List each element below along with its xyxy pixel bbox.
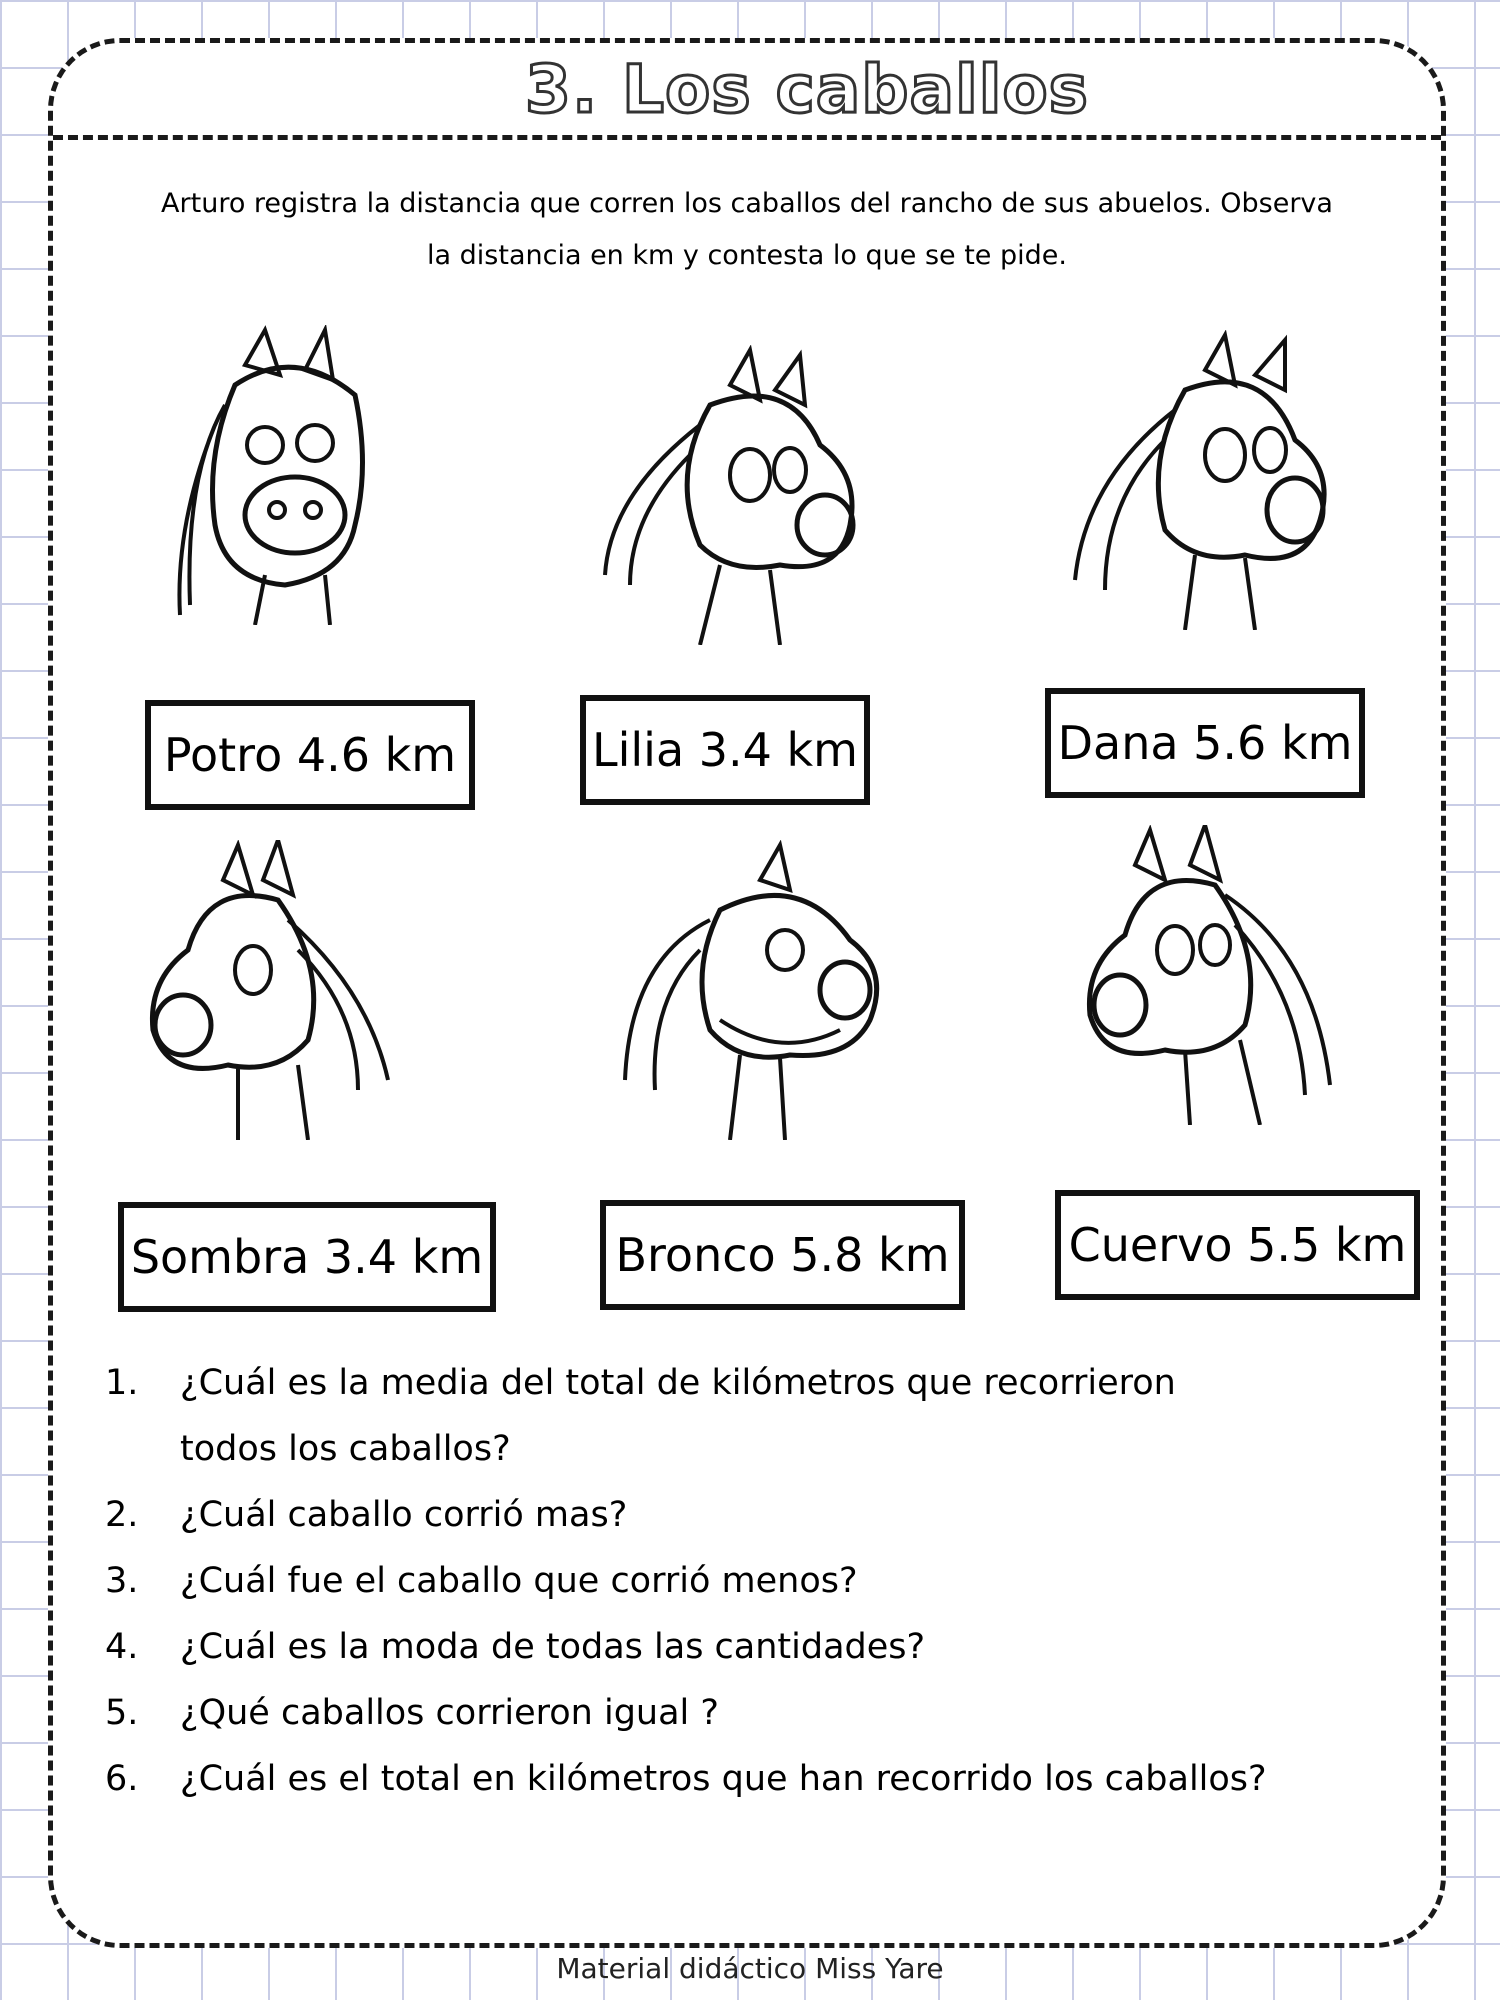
horse-card-bronco <box>600 840 950 1282</box>
intro-text <box>103 178 1391 282</box>
question-item <box>105 1614 1355 1680</box>
horse-card-dana <box>1045 330 1353 770</box>
horse-head-illustration <box>1055 330 1335 630</box>
horse-card-potro <box>145 325 457 782</box>
horse-head-illustration <box>128 840 408 1140</box>
question-number: 6. <box>105 1759 139 1799</box>
question-item <box>105 1350 1355 1482</box>
question-text-line: ¿Cuál es la media del total de kilómetros que recorrieron <box>180 1363 1176 1403</box>
question-text: ¿Cuál fue el caballo que corrió menos? <box>180 1561 858 1601</box>
horse-label: Lilia 3.4 km <box>580 695 870 805</box>
horse-head-illustration <box>1065 825 1345 1125</box>
question-text <box>180 1350 1355 1482</box>
question-number: 1. <box>105 1363 139 1403</box>
question-number: 3. <box>105 1561 139 1601</box>
intro-line-1: Arturo registra la distancia que corren los caballos del rancho de sus abuelos. Observa <box>161 188 1333 219</box>
question-text: ¿Cuál es el total en kilómetros que han recorrido los caballos? <box>180 1759 1267 1799</box>
question-text: ¿Cuál caballo corrió mas? <box>180 1495 628 1535</box>
question-number: 4. <box>105 1627 139 1667</box>
horse-head-illustration <box>590 345 870 645</box>
question-list <box>105 1350 1355 1812</box>
horse-card-lilia <box>580 345 880 777</box>
horse-label: Bronco 5.8 km <box>600 1200 965 1310</box>
question-item <box>105 1482 1355 1548</box>
question-text-line: todos los caballos? <box>180 1429 511 1469</box>
question-item <box>105 1746 1355 1812</box>
question-text: ¿Cuál es la moda de todas las cantidades? <box>180 1627 926 1667</box>
question-number: 2. <box>105 1495 139 1535</box>
horse-head-illustration <box>610 840 890 1140</box>
horse-label: Potro 4.6 km <box>145 700 475 810</box>
horse-card-cuervo <box>1055 825 1407 1272</box>
intro-line-2: la distancia en km y contesta lo que se te pide. <box>427 240 1067 271</box>
page-title: 3. Los caballos <box>525 51 1089 128</box>
horse-label: Dana 5.6 km <box>1045 688 1365 798</box>
footer-credit: Material didáctico Miss Yare <box>556 1952 944 1985</box>
horse-head-illustration <box>155 325 435 625</box>
horse-label: Cuervo 5.5 km <box>1055 1190 1420 1300</box>
question-number: 5. <box>105 1693 139 1733</box>
question-item <box>105 1548 1355 1614</box>
horse-label: Sombra 3.4 km <box>118 1202 496 1312</box>
question-item <box>105 1680 1355 1746</box>
horse-card-sombra <box>118 840 484 1284</box>
title-divider <box>53 135 1441 140</box>
question-text: ¿Qué caballos corrieron igual ? <box>180 1693 719 1733</box>
